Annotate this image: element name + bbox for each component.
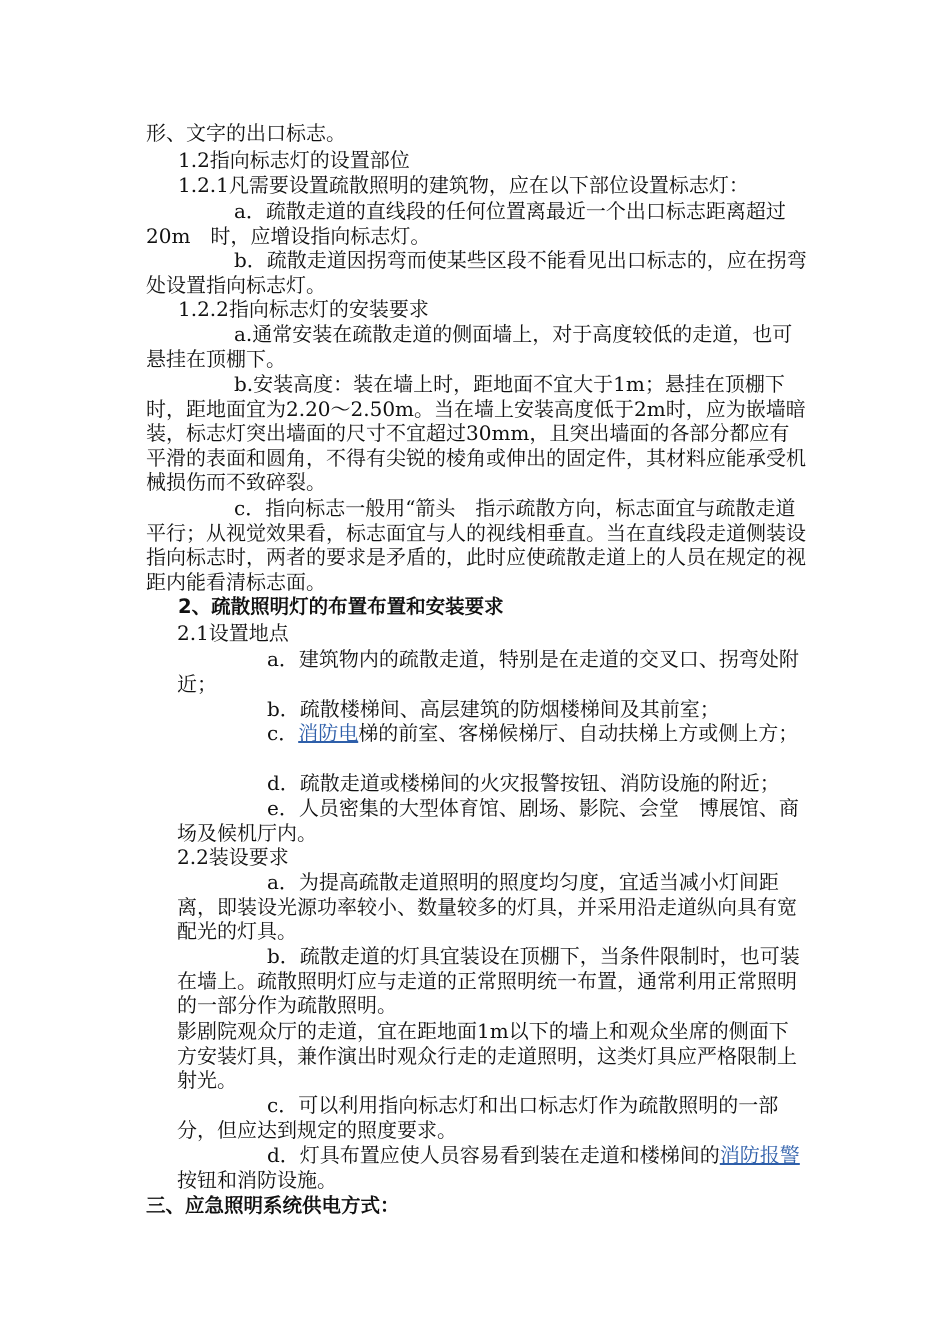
- paragraph-1-2-2-a: a.通常安装在疏散走道的侧面墙上，对于高度较低的走道，也可悬挂在顶棚下。: [146, 322, 793, 371]
- paragraph-2-1-d: d．疏散走道或楼梯间的火灾报警按钮、消防设施的附近；: [267, 771, 780, 795]
- paragraph-2-1-c: [177, 721, 808, 746]
- section-heading-2: 2、疏散照明灯的布置布置和安装要求: [178, 595, 504, 618]
- paragraph-2-1-c-prefix: c．: [267, 721, 299, 745]
- paragraph-exit-sign-end: 形、文字的出口标志。: [146, 121, 346, 145]
- paragraph-2-2-d: [177, 1143, 808, 1192]
- paragraph-1-2-1-b: b．疏散走道因拐弯而使某些区段不能看见出口标志的，应在拐弯处设置指向标志灯。: [146, 248, 807, 297]
- paragraph-2-1-a: a．建筑物内的疏散走道，特别是在走道的交叉口、拐弯处附近；: [177, 647, 799, 696]
- fire-elevator-link[interactable]: 消防电: [298, 721, 359, 745]
- paragraph-2-1-c-rest: 梯的前室、客梯候梯厅、自动扶梯上方或侧上方；: [358, 721, 799, 745]
- paragraph-theater-aisle: 影剧院观众厅的走道，宜在距地面1m以下的墙上和观众坐席的侧面下方安装灯具，兼作演出时观众行走的走道照明，这类灯具应严格限制上射光。: [177, 1019, 797, 1092]
- paragraph-2-2-a: a．为提高疏散走道照明的照度均匀度，宜适当减小灯间距离，即装设光源功率较小、数量较多的灯具，并采用沿走道纵向具有宽配光的灯具。: [177, 870, 797, 943]
- paragraph-2-2-b: b．疏散走道的灯具宜装设在顶棚下，当条件限制时，也可装在墙上。疏散照明灯应与走道的正常照明统一布置，通常利用正常照明的一部分作为疏散照明。: [177, 944, 800, 1017]
- paragraph-1-2-1-a: a．疏散走道的直线段的任何位置离最近一个出口标志距离超过20m 时，应增设指向标志灯。: [146, 199, 786, 248]
- heading-1-2-2: 1.2.2指向标志灯的安装要求: [178, 297, 429, 321]
- section-heading-3: 三、应急照明系统供电方式：: [146, 1194, 400, 1217]
- heading-2-1: 2.1设置地点: [177, 621, 289, 645]
- heading-2-2: 2.2装设要求: [177, 845, 289, 869]
- paragraph-2-2-c: c．可以利用指向标志灯和出口标志灯作为疏散照明的一部分，但应达到规定的照度要求。: [177, 1093, 779, 1142]
- paragraph-2-2-d-rest: 按钮和消防设施。: [177, 1167, 337, 1192]
- heading-1-2-1: 1.2.1凡需要设置疏散照明的建筑物，应在以下部位设置标志灯：: [178, 173, 749, 197]
- paragraph-1-2-2-c: c．指向标志一般用“箭头 指示疏散方向，标志面宜与疏散走道平行；从视觉效果看，标志面宜与人的视线相垂直。当在直线段走道侧装设指向标志时，两者的要求是矛盾的，此时应使疏散走道上的人员在规定的视距内能看清标志面。: [146, 496, 806, 594]
- paragraph-2-2-d-prefix: d．灯具布置应使人员容易看到装在走道和楼梯间的: [267, 1143, 720, 1167]
- heading-1-2: 1.2指向标志灯的设置部位: [178, 148, 410, 172]
- fire-alarm-link[interactable]: 消防报警: [719, 1143, 800, 1167]
- paragraph-2-1-e: e．人员密集的大型体育馆、剧场、影院、会堂 博展馆、商场及候机厅内。: [177, 796, 799, 845]
- paragraph-1-2-2-b: b.安装高度：装在墙上时，距地面不宜大于1m；悬挂在顶棚下时，距地面宜为2.20～2.50m。当在墙上安装高度低于2m时，应为嵌墙暗装，标志灯突出墙面的尺寸不宜超过30mm，且突出墙面的各部分都应有平滑的表面和圆角，不得有尖锐的棱角或伸出的固定件，其材料应能承受机械损伤而不致碎裂。: [146, 372, 806, 494]
- paragraph-2-1-b: b．疏散楼梯间、高层建筑的防烟楼梯间及其前室；: [267, 697, 720, 721]
